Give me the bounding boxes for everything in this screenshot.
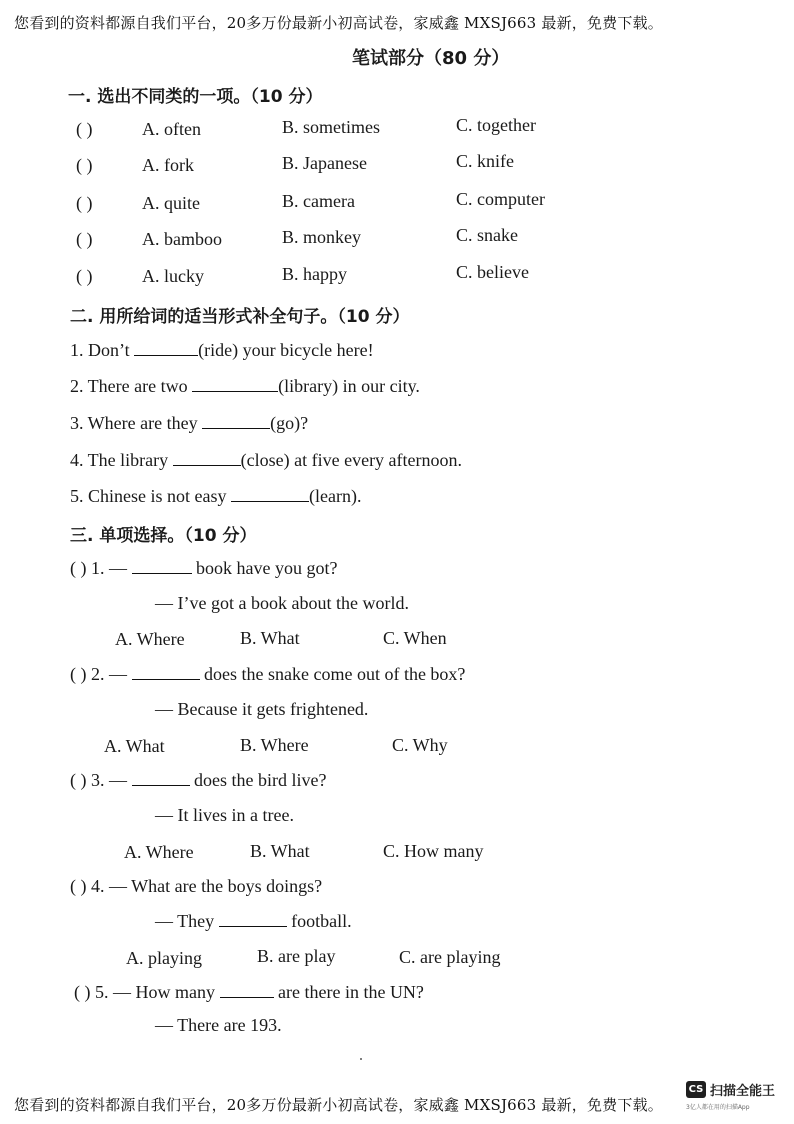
option-b: B. are play	[257, 946, 336, 966]
option-a: A. Where	[115, 629, 185, 649]
answer-line: — I’ve got a book about the world.	[155, 593, 409, 613]
answer-blank[interactable]	[173, 451, 241, 466]
question-5	[74, 982, 424, 1003]
option-b: B. camera	[282, 191, 355, 211]
option-b: B. What	[250, 841, 310, 861]
question-text: does the snake come out of the box?	[204, 664, 466, 684]
answer-paren: ( ) 4.	[70, 876, 105, 896]
sentence-text: 5. Chinese is not easy	[70, 486, 231, 506]
dash: —	[109, 558, 127, 578]
answer-blank[interactable]	[132, 665, 200, 680]
section3-heading: 三. 单项选择。（10 分）	[70, 526, 257, 546]
section1-heading: 一. 选出不同类的一项。（10 分）	[68, 87, 323, 107]
sentence-text: (close) at five every afternoon.	[240, 450, 463, 470]
answer-paren: ( ) 2.	[70, 664, 105, 684]
question-text: book have you got?	[196, 558, 338, 578]
bottom-banner-text: 您看到的资料都源自我们平台，20多万份最新小初高试卷，家威鑫 MXSJ663 最新，免费下载。	[14, 1096, 663, 1114]
answer-line: — Because it gets frightened.	[155, 699, 369, 719]
sentence-text: 2. There are two	[70, 376, 193, 396]
option-a: A. fork	[142, 155, 194, 175]
sentence-text: (go)?	[270, 413, 309, 433]
question-text: — What are the boys doings?	[109, 876, 323, 896]
answer-paren: ( )	[76, 266, 93, 286]
fill-sentence-3	[70, 413, 308, 434]
question-1	[70, 558, 337, 579]
option-a: A. often	[142, 119, 201, 139]
fill-sentence-2	[70, 376, 420, 397]
scanner-tagline: 3亿人都在用的扫描App	[686, 1104, 750, 1111]
scanner-logo	[686, 1080, 775, 1111]
answer-blank[interactable]	[202, 414, 270, 429]
option-a: A. quite	[142, 193, 200, 213]
fill-sentence-1	[70, 340, 374, 361]
option-a: A. lucky	[142, 266, 204, 286]
answer-line: — There are 193.	[155, 1015, 282, 1035]
option-c: C. are playing	[399, 947, 501, 967]
sentence-text: (library) in our city.	[278, 376, 420, 396]
option-c: C. believe	[456, 262, 529, 282]
option-b: B. happy	[282, 264, 347, 284]
sentence-text: 4. The library	[70, 450, 173, 470]
sentence-text: 1. Don’t	[70, 340, 135, 360]
sentence-text: 3. Where are they	[70, 413, 203, 433]
answer-blank[interactable]	[219, 912, 287, 927]
option-c: C. knife	[456, 151, 514, 171]
option-b: B. monkey	[282, 227, 361, 247]
answer-blank[interactable]	[132, 771, 190, 786]
option-c: C. snake	[456, 225, 518, 245]
answer-paren: ( )	[76, 119, 93, 139]
section2-heading: 二. 用所给词的适当形式补全句子。（10 分）	[70, 307, 410, 327]
question-2	[70, 664, 465, 685]
answer-paren: ( ) 5.	[74, 982, 109, 1002]
answer-blank[interactable]	[192, 377, 278, 392]
answer-text: football.	[291, 911, 352, 931]
dash: —	[109, 770, 127, 790]
top-banner-text: 您看到的资料都源自我们平台，20多万份最新小初高试卷，家威鑫 MXSJ663 最新，免费下载。	[14, 14, 663, 32]
answer-text: — They	[155, 911, 215, 931]
question-text: are there in the UN?	[278, 982, 424, 1002]
question-3	[70, 770, 326, 791]
answer-blank[interactable]	[132, 559, 192, 574]
scanner-app-name: 扫描全能王	[710, 1084, 776, 1099]
option-a: A. bamboo	[142, 229, 222, 249]
option-c: C. together	[456, 115, 536, 135]
scan-speck	[360, 1058, 362, 1060]
option-a: A. playing	[126, 948, 202, 968]
fill-sentence-4	[70, 450, 462, 471]
sentence-text: (learn).	[308, 486, 362, 506]
option-c: C. When	[383, 628, 447, 648]
fill-sentence-5	[70, 486, 361, 507]
option-b: B. sometimes	[282, 117, 380, 137]
answer-paren: ( ) 3.	[70, 770, 105, 790]
answer-paren: ( )	[76, 193, 93, 213]
dash: —	[109, 664, 127, 684]
answer-blank[interactable]	[231, 487, 309, 502]
question-4	[70, 876, 322, 897]
answer-line	[155, 911, 352, 932]
answer-blank[interactable]	[134, 341, 198, 356]
option-c: C. How many	[383, 841, 484, 861]
answer-line: — It lives in a tree.	[155, 805, 294, 825]
option-c: C. computer	[456, 189, 545, 209]
option-a: A. What	[104, 736, 165, 756]
cs-logo-icon: CS	[686, 1081, 706, 1098]
sentence-text: (ride) your bicycle here!	[198, 340, 374, 360]
question-text: — How many	[113, 982, 215, 1002]
option-c: C. Why	[392, 735, 448, 755]
answer-paren: ( )	[76, 229, 93, 249]
answer-paren: ( ) 1.	[70, 558, 105, 578]
page-title: 笔试部分（80 分）	[352, 48, 510, 69]
option-b: B. Japanese	[282, 153, 367, 173]
option-b: B. Where	[240, 735, 309, 755]
question-text: does the bird live?	[194, 770, 327, 790]
answer-blank[interactable]	[220, 983, 274, 998]
answer-paren: ( )	[76, 155, 93, 175]
option-b: B. What	[240, 628, 300, 648]
option-a: A. Where	[124, 842, 194, 862]
